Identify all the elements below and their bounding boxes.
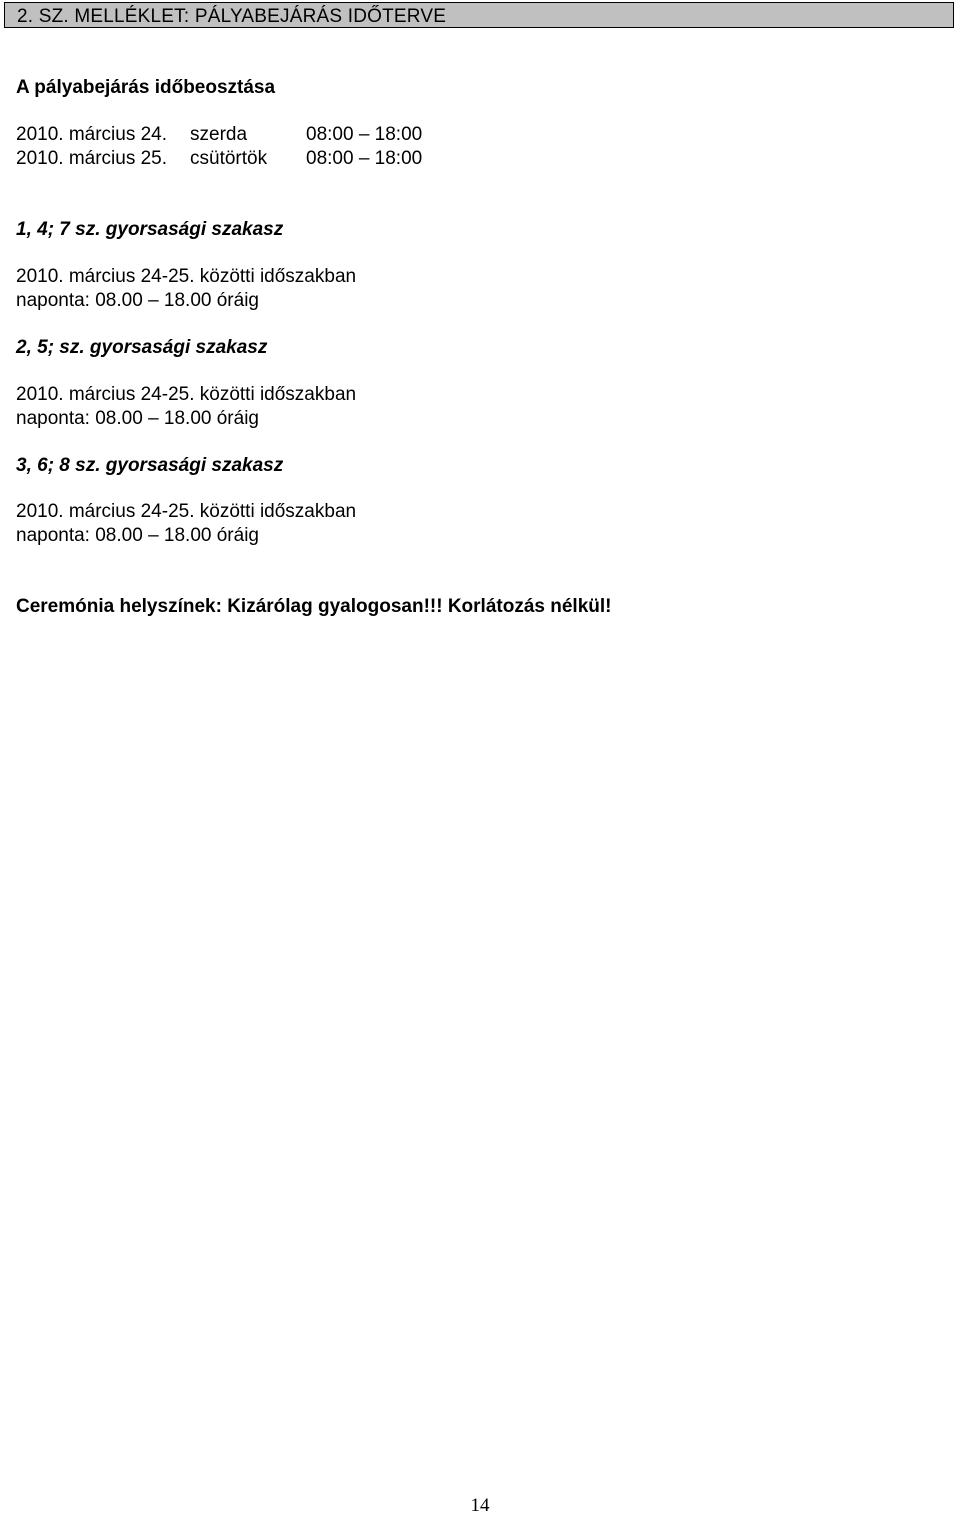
schedule-heading: A pályabejárás időbeosztása <box>16 77 276 98</box>
section-hours: naponta: 08.00 – 18.00 óráig <box>16 290 259 311</box>
schedule-time: 08:00 – 18:00 <box>306 124 423 145</box>
page-title: 2. SZ. MELLÉKLET: PÁLYABEJÁRÁS IDŐTERVE <box>17 6 447 27</box>
schedule-time: 08:00 – 18:00 <box>306 148 423 169</box>
ceremony-note: Ceremónia helyszínek: Kizárólag gyalogosan!!! Korlátozás nélkül! <box>16 596 612 617</box>
section-period: 2010. március 24-25. közötti időszakban <box>16 266 357 287</box>
section-hours: naponta: 08.00 – 18.00 óráig <box>16 525 259 546</box>
section-period: 2010. március 24-25. közötti időszakban <box>16 501 357 522</box>
page-number: 14 <box>470 1495 490 1516</box>
section-period: 2010. március 24-25. közötti időszakban <box>16 384 357 405</box>
schedule-row <box>16 123 616 147</box>
schedule-day: csütörtök <box>190 148 268 169</box>
header-bar <box>4 2 954 28</box>
section-title: 2, 5; sz. gyorsasági szakasz <box>16 337 268 358</box>
schedule-date: 2010. március 25. <box>16 148 168 169</box>
schedule-row <box>16 147 616 171</box>
section-hours: naponta: 08.00 – 18.00 óráig <box>16 408 259 429</box>
section-title: 1, 4; 7 sz. gyorsasági szakasz <box>16 219 284 240</box>
schedule-date: 2010. március 24. <box>16 124 168 145</box>
schedule-day: szerda <box>190 124 248 145</box>
section-title: 3, 6; 8 sz. gyorsasági szakasz <box>16 455 284 476</box>
